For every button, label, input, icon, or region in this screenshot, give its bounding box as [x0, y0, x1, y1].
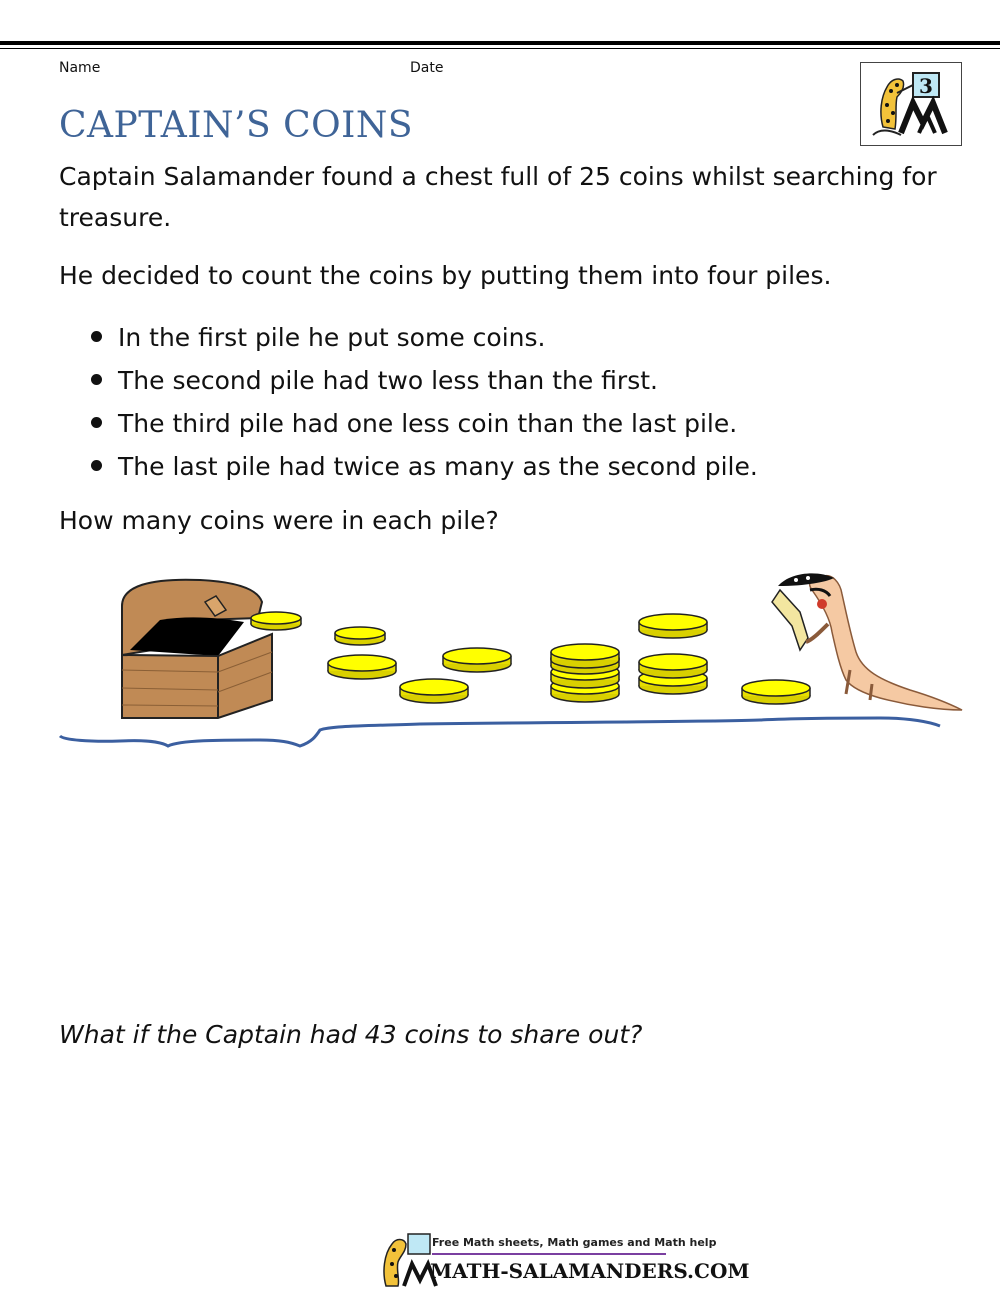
clue-item: The last pile had twice as many as the second pile.	[88, 445, 758, 488]
treasure-chest-icon	[122, 580, 272, 718]
treasure-scene	[0, 560, 1000, 760]
date-label: Date	[410, 60, 444, 76]
footer-rule	[432, 1253, 666, 1255]
question-text: How many coins were in each pile?	[59, 506, 499, 535]
page-title: CAPTAIN’S COINS	[59, 105, 414, 146]
clue-item: The second pile had two less than the first.	[88, 359, 758, 402]
footer-site-link[interactable]: MATH-SALAMANDERS.COM	[430, 1259, 750, 1283]
intro-text: Captain Salamander found a chest full of 25 coins whilst searching for treasure.	[59, 162, 937, 232]
clue-list	[88, 316, 758, 488]
salamander-logo-icon	[861, 63, 961, 145]
clue-item: In the first pile he put some coins.	[88, 316, 758, 359]
top-rule-thin	[0, 48, 1000, 49]
grade-badge: 3	[919, 74, 933, 98]
clue-item: The third pile had one less coin than the last pile.	[88, 402, 758, 445]
setup-text: He decided to count the coins by putting them into four piles.	[59, 261, 832, 290]
top-rule	[0, 41, 1000, 45]
gold-coin-icon	[251, 612, 810, 704]
name-label: Name	[59, 60, 101, 76]
extension-question: What if the Captain had 43 coins to share out?	[59, 1020, 643, 1049]
grade-logo	[860, 62, 962, 146]
footer-salamander-icon	[378, 1232, 438, 1288]
footer-tagline: Free Math sheets, Math games and Math help	[432, 1236, 717, 1249]
